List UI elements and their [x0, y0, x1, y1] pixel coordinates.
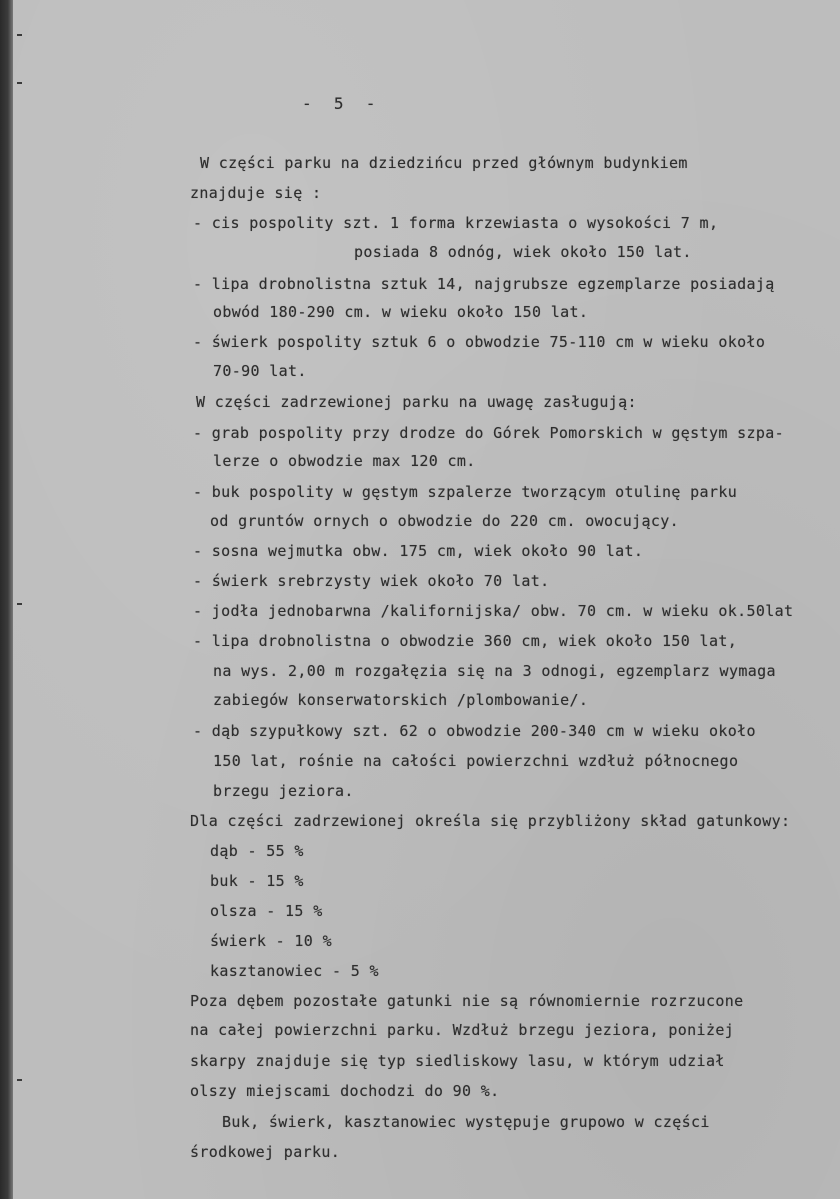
list-item: - cis pospolity szt. 1 forma krzewiasta o wysokości 7 m,: [193, 214, 719, 232]
list-item: - dąb szypułkowy szt. 62 o obwodzie 200-340 cm w wieku około: [193, 722, 756, 740]
text-line: zabiegów konserwatorskich /plombowanie/.: [213, 691, 589, 709]
list-item: - sosna wejmutka obw. 175 cm, wiek około 90 lat.: [193, 542, 644, 560]
list-item: - buk pospolity w gęstym szpalerze tworzącym otulinę parku: [193, 483, 738, 501]
list-item: - świerk pospolity sztuk 6 o obwodzie 75-110 cm w wieku około: [193, 333, 766, 351]
text-line: Poza dębem pozostałe gatunki nie są równomiernie rozrzucone: [190, 992, 744, 1010]
species-share: dąb - 55 %: [210, 842, 304, 860]
text-line: na wys. 2,00 m rozgałęzia się na 3 odnogi, egzemplarz wymaga: [213, 662, 776, 680]
text-line: obwód 180-290 cm. w wieku około 150 lat.: [213, 303, 589, 321]
species-share: kasztanowiec - 5 %: [210, 962, 379, 980]
text-line: W części zadrzewionej parku na uwagę zasługują:: [196, 393, 637, 411]
text-line: posiada 8 odnóg, wiek około 150 lat.: [354, 243, 692, 261]
edge-mark: [17, 1079, 22, 1081]
text-line: od gruntów ornych o obwodzie do 220 cm. owocujący.: [210, 512, 680, 530]
text-line: lerze o obwodzie max 120 cm.: [213, 452, 476, 470]
species-share: olsza - 15 %: [210, 902, 323, 920]
text-line: Dla części zadrzewionej określa się przybliżony skład gatunkowy:: [190, 812, 791, 830]
page-number: - 5 -: [302, 94, 377, 113]
species-share: świerk - 10 %: [210, 932, 332, 950]
edge-mark: [17, 34, 22, 36]
species-share: buk - 15 %: [210, 872, 304, 890]
edge-mark: [17, 603, 22, 605]
text-line: W części parku na dziedzińcu przed głównym budynkiem: [200, 154, 688, 172]
text-line: 150 lat, rośnie na całości powierzchni wzdłuż północnego: [213, 752, 739, 770]
text-line: Buk, świerk, kasztanowiec występuje grupowo w części: [222, 1113, 710, 1131]
text-line: 70-90 lat.: [213, 362, 307, 380]
text-line: skarpy znajduje się typ siedliskowy lasu, w którym udział: [190, 1052, 725, 1070]
binding-edge: [0, 0, 13, 1199]
list-item: - jodła jednobarwna /kalifornijska/ obw. 70 cm. w wieku ok.50lat: [193, 602, 794, 620]
text-line: brzegu jeziora.: [213, 782, 354, 800]
text-line: środkowej parku.: [190, 1143, 341, 1161]
text-line: znajduje się :: [190, 184, 322, 202]
list-item: - lipa drobnolistna o obwodzie 360 cm, wiek około 150 lat,: [193, 632, 738, 650]
text-line: na całej powierzchni parku. Wzdłuż brzegu jeziora, poniżej: [190, 1021, 735, 1039]
text-line: olszy miejscami dochodzi do 90 %.: [190, 1082, 500, 1100]
edge-mark: [17, 82, 22, 84]
list-item: - lipa drobnolistna sztuk 14, najgrubsze egzemplarze posiadają: [193, 275, 775, 293]
list-item: - grab pospolity przy drodze do Górek Pomorskich w gęstym szpa-: [193, 424, 784, 442]
list-item: - świerk srebrzysty wiek około 70 lat.: [193, 572, 550, 590]
